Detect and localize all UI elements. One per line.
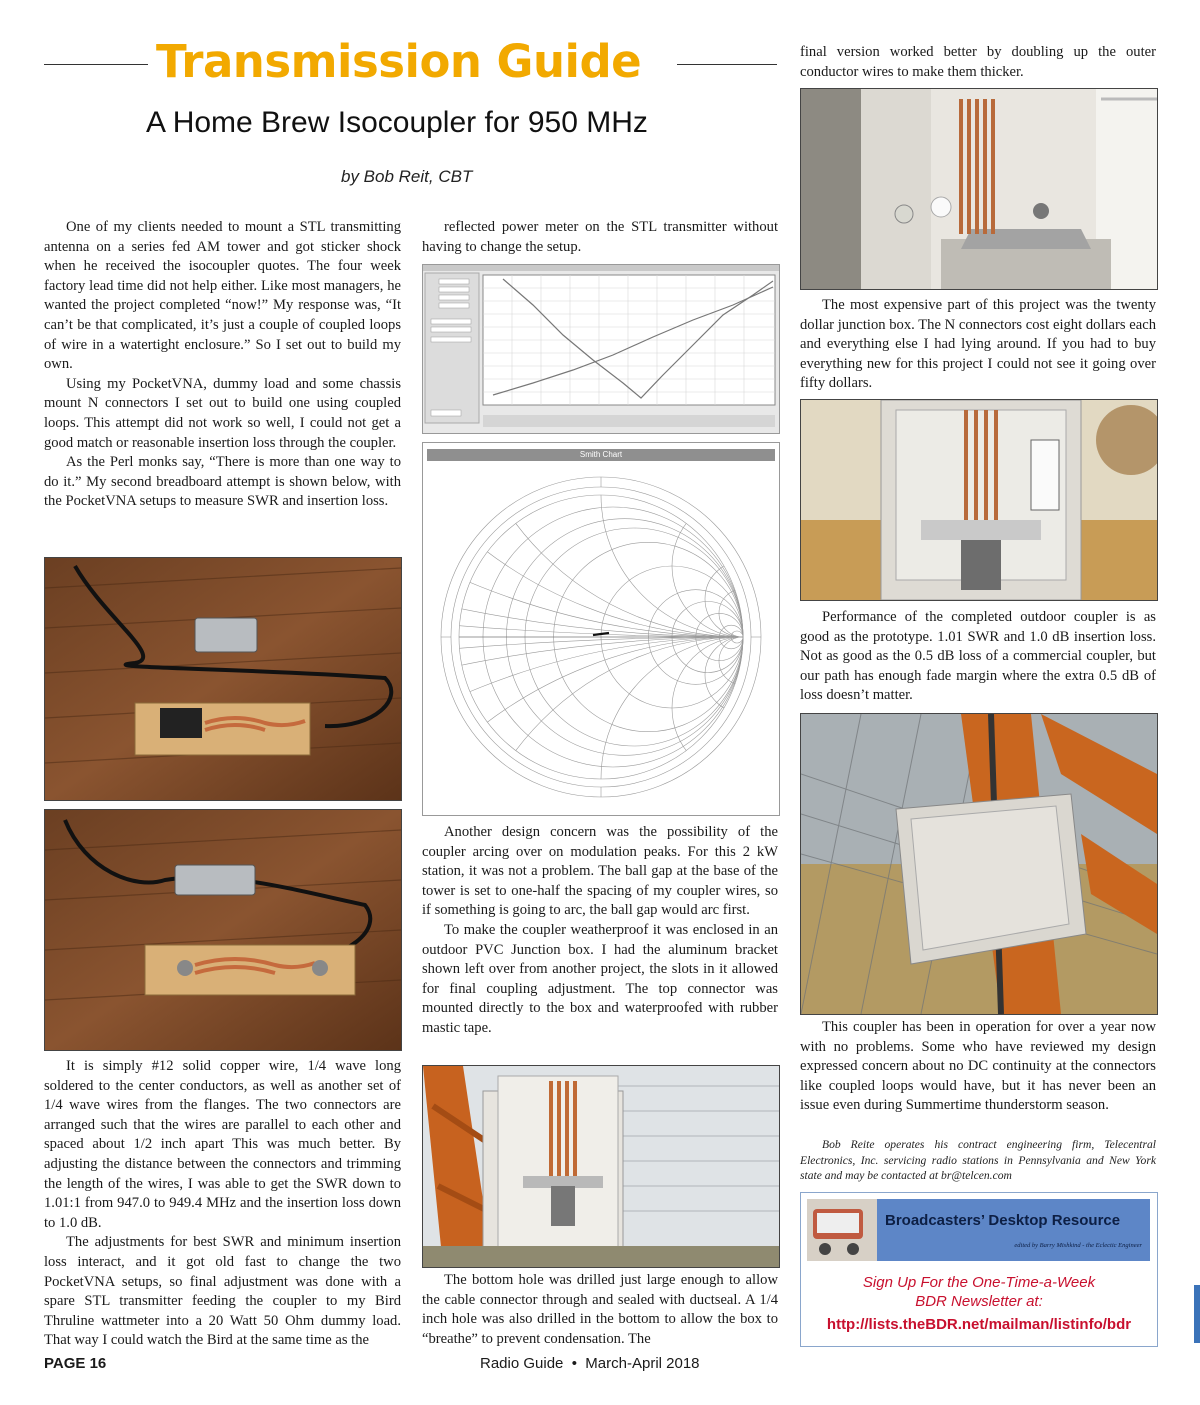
byline: by Bob Reit, CBT	[341, 167, 473, 186]
bdr-banner-title: Broadcasters’ Desktop Resource	[885, 1212, 1121, 1229]
paragraph: This coupler has been in operation for over a year now with no problems. Some who have reviewed my design expressed concern about no DC continuity at the connectors like coupled loops would have, but it has never been an issue even during Summertime thunderstorm season.	[800, 1019, 1156, 1114]
paragraph: reflected power meter on the STL transmitter without having to change the setup.	[422, 219, 778, 255]
paragraph: final version worked better by doubling up the outer conductor wires to make them thicker.	[800, 44, 1156, 80]
coupler-interior-photo-1	[800, 88, 1158, 290]
bdr-logo-image	[807, 1199, 877, 1261]
column-3-performance	[800, 608, 1156, 706]
column-3-operation	[800, 1018, 1156, 1116]
paragraph: To make the coupler weatherproof it was enclosed in an outdoor PVC Junction box. I had the aluminum bracket shown left over from another project, the slots in it allowed for final coupling adjustment. The top connector was mounted directly to the box and waterproofed with rubber mastic tape.	[422, 921, 778, 1036]
publication-info: Radio Guide • March-April 2018	[480, 1355, 700, 1372]
vna-screenshot	[422, 264, 780, 434]
breadboard-photo-2	[44, 809, 402, 1051]
junction-box-open-photo	[422, 1065, 780, 1268]
breadboard-photo-1	[44, 557, 402, 801]
smith-chart-figure	[422, 442, 780, 816]
paragraph: Using my PocketVNA, dummy load and some chassis mount N connectors I set out to build one using coupled loops. This attempt did not work so well, I could not get a good match or reasonable insertion loss through the coupler.	[44, 375, 401, 451]
title-rule-left	[44, 64, 148, 65]
paragraph: It is simply #12 solid copper wire, 1/4 wave long soldered to the center conductors, as well as another set of 1/4 wave wires from the flanges. The two connectors are arranged such that the wires are parallel to each other and spaced about 1/2 inch apart This was much better. By adjusting the distance between the connectors and trimming the length of the wires, I was able to get the SWR down to 1.01:1 from 947.0 to 949.4 MHz and the insertion loss down to 1.0 dB.	[44, 1058, 401, 1231]
paragraph: One of my clients needed to mount a STL transmitting antenna on a series fed AM tower and got sticker shock when he received the isocoupler quotes. The four week factory lead time did not help either. Like most managers, he wanted the project completed “now!” My response was, “It can’t be that complicated, it’s just a couple of coupled loops of wire in a watertight enclosure.” So I set out to build my own.	[44, 219, 401, 373]
author-bio: Bob Reite operates his contract engineering firm, Telecentral Electronics, Inc. servicing radio stations in Pennsylvania and New York state and may be contacted at br@telcen.com	[800, 1138, 1156, 1182]
bdr-banner-tagline: edited by Barry Mishkind - the Eclectic Engineer	[1014, 1242, 1142, 1249]
column-2-middle	[422, 823, 778, 1039]
paragraph: The adjustments for best SWR and minimum insertion loss interact, and it got old fast to change the two PocketVNA setups, so final adjustment was done with a spare STL transmitter feeding the coupler to my Bird Thruline wattmeter into a 20 Watt 50 Ohm dummy load. That way I could watch the Bird at the same time as the	[44, 1234, 401, 1349]
section-title: Transmission Guide	[156, 35, 642, 88]
paragraph: The most expensive part of this project was the twenty dollar junction box. The N connectors cost eight dollars each and everything else I had lying around. If you had to buy everything new for this project I could not see it going over fifty dollars.	[800, 297, 1156, 392]
paragraph: Another design concern was the possibility of the coupler arcing over on modulation peaks. For this 2 kW station, it was not a problem. The ball gap at the base of the tower is set to one-half the spacing of my coupler wires, so if something is going to arc, the ball gap would arc first.	[422, 824, 778, 919]
column-3-cost	[800, 296, 1156, 394]
title-rule-right	[677, 64, 777, 65]
page-number: PAGE 16	[44, 1355, 107, 1372]
coupler-interior-photo-2	[800, 399, 1158, 601]
column-1-top	[44, 218, 401, 512]
paragraph: Performance of the completed outdoor coupler is as good as the prototype. 1.01 SWR and 1.0 dB insertion loss. Not as good as the 0.5 dB loss of a commercial coupler, but our path has enough fade margin where the extra 0.5 dB of loss doesn’t matter.	[800, 609, 1156, 704]
bdr-banner	[807, 1199, 1150, 1261]
bdr-ad[interactable]	[800, 1192, 1158, 1347]
paragraph: The bottom hole was drilled just large enough to allow the cable connector through and sealed with ductseal. A 1/4 inch hole was also drilled in the bottom to allow the box to “breathe” to prevent condensation. The	[422, 1272, 778, 1347]
smith-chart	[423, 461, 779, 813]
edge-tab	[1194, 1285, 1200, 1343]
article-title: A Home Brew Isocoupler for 950 MHz	[146, 106, 648, 139]
bdr-newsletter-link[interactable]: http://lists.theBDR.net/mailman/listinfo/bdr	[826, 1316, 1132, 1333]
bdr-signup-line-2: BDR Newsletter at:	[915, 1293, 1043, 1310]
bdr-signup-line-1: Sign Up For the One-Time-a-Week	[862, 1274, 1096, 1291]
paragraph: As the Perl monks say, “There is more than one way to do it.” My second breadboard attempt is shown below, with the PocketVNA setups to measure SWR and insertion loss.	[44, 454, 401, 510]
column-2-bottom	[422, 1271, 778, 1349]
column-2-top	[422, 218, 778, 257]
column-3-top	[800, 43, 1156, 82]
column-1-bottom	[44, 1057, 401, 1351]
tower-mounted-coupler-photo	[800, 713, 1158, 1015]
smith-chart-title: Smith Chart	[427, 449, 775, 461]
